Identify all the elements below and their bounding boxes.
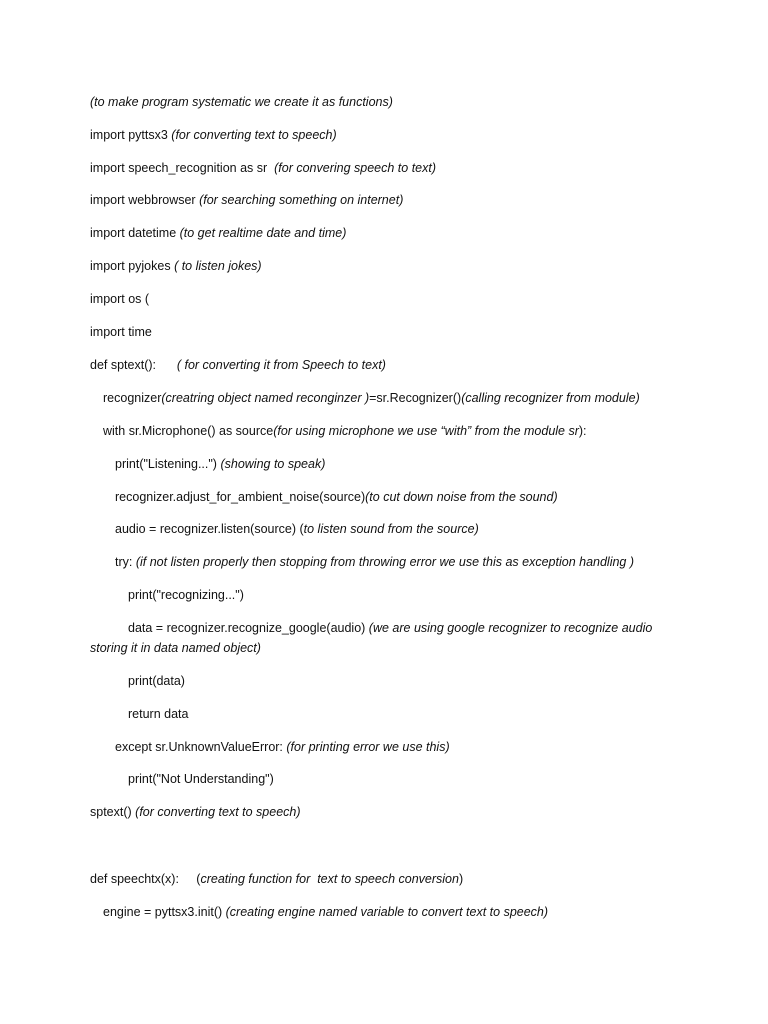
code-text: audio = recognizer.listen(source) ( (115, 522, 304, 536)
comment-text: (we are using google recognizer to recognize audio (368, 621, 653, 635)
code-text: with sr.Microphone() as source (103, 424, 274, 438)
comment-text: (to make program systematic we create it as functions) (90, 95, 393, 109)
import-datetime-line (90, 223, 728, 243)
code-text: import pyttsx3 (90, 128, 172, 142)
code-text: import speech_recognition as sr (90, 161, 275, 175)
code-text: def sptext(): (90, 358, 177, 372)
comment-text: ( for converting it from Speech to text) (176, 358, 386, 372)
engine-init-line (90, 902, 728, 922)
comment-text: (for converting text to speech) (135, 805, 301, 819)
data-recognize-line (90, 618, 728, 638)
code-text: print("Not Understanding") (128, 772, 274, 786)
code-text: import datetime (90, 226, 180, 240)
return-data-line (90, 704, 728, 724)
import-pyttsx3-line (90, 125, 728, 145)
comment-line (90, 92, 728, 112)
comment-text: (for using microphone we use “with” from the module sr (273, 424, 579, 438)
audio-listen-line (90, 519, 728, 539)
code-text: sptext() (90, 805, 136, 819)
comment-text: (to get realtime date and time) (179, 226, 347, 240)
comment-text: creating function for text to speech conversion (200, 872, 459, 886)
code-text: import pyjokes (90, 259, 175, 273)
adjust-noise-line (90, 487, 728, 507)
comment-text: (to cut down noise from the sound) (365, 490, 558, 504)
code-text: import time (90, 325, 152, 339)
comment-text: storing it in data named object) (90, 641, 261, 655)
comment-text: to listen sound from the source) (303, 522, 479, 536)
import-time-line (90, 322, 728, 342)
code-text: =sr.Recognizer() (369, 391, 462, 405)
recognizer-line (90, 388, 728, 408)
comment-text: (creatring object named reconginzer ) (161, 391, 370, 405)
code-text: ): (578, 424, 587, 438)
data-recognize-continuation-line (90, 638, 728, 658)
def-speechtx-line (90, 869, 728, 889)
code-text: return data (128, 707, 189, 721)
print-listening-line (90, 454, 728, 474)
code-text: engine = pyttsx3.init() (103, 905, 226, 919)
comment-text: (for searching something on internet) (199, 193, 404, 207)
code-text: print("recognizing...") (128, 588, 244, 602)
comment-text: (creating engine named variable to convert text to speech) (225, 905, 549, 919)
import-webbrowser-line (90, 190, 728, 210)
import-pyjokes-line (90, 256, 728, 276)
def-sptext-line (90, 355, 728, 375)
print-recognizing-line (90, 585, 728, 605)
import-speech-recognition-line (90, 158, 728, 178)
import-os-line (90, 289, 728, 309)
code-text: import webbrowser (90, 193, 200, 207)
print-data-line (90, 671, 728, 691)
comment-text: ( to listen jokes) (174, 259, 262, 273)
sptext-call-line (90, 802, 728, 822)
code-text: recognizer.adjust_for_ambient_noise(source) (115, 490, 366, 504)
comment-text: (for converting text to speech) (171, 128, 337, 142)
comment-text: (if not listen properly then stopping from throwing error we use this as exception handling ) (135, 555, 635, 569)
except-line (90, 737, 728, 757)
code-text: import os ( (90, 292, 150, 306)
code-text: ) (458, 872, 464, 886)
comment-text: (for convering speech to text) (274, 161, 437, 175)
comment-text: (for printing error we use this) (286, 740, 450, 754)
print-not-understanding-line (90, 769, 728, 789)
code-text: print("Listening...") (115, 457, 221, 471)
with-microphone-line (90, 421, 728, 441)
code-text: try: (115, 555, 136, 569)
comment-text: (showing to speak) (220, 457, 326, 471)
code-text: print(data) (128, 674, 185, 688)
code-text: recognizer (103, 391, 162, 405)
try-line (90, 552, 728, 572)
comment-text: (calling recognizer from module) (461, 391, 640, 405)
code-text: data = recognizer.recognize_google(audio) (128, 621, 369, 635)
code-text: except sr.UnknownValueError: (115, 740, 287, 754)
code-text: def speechtx(x): ( (90, 872, 201, 886)
